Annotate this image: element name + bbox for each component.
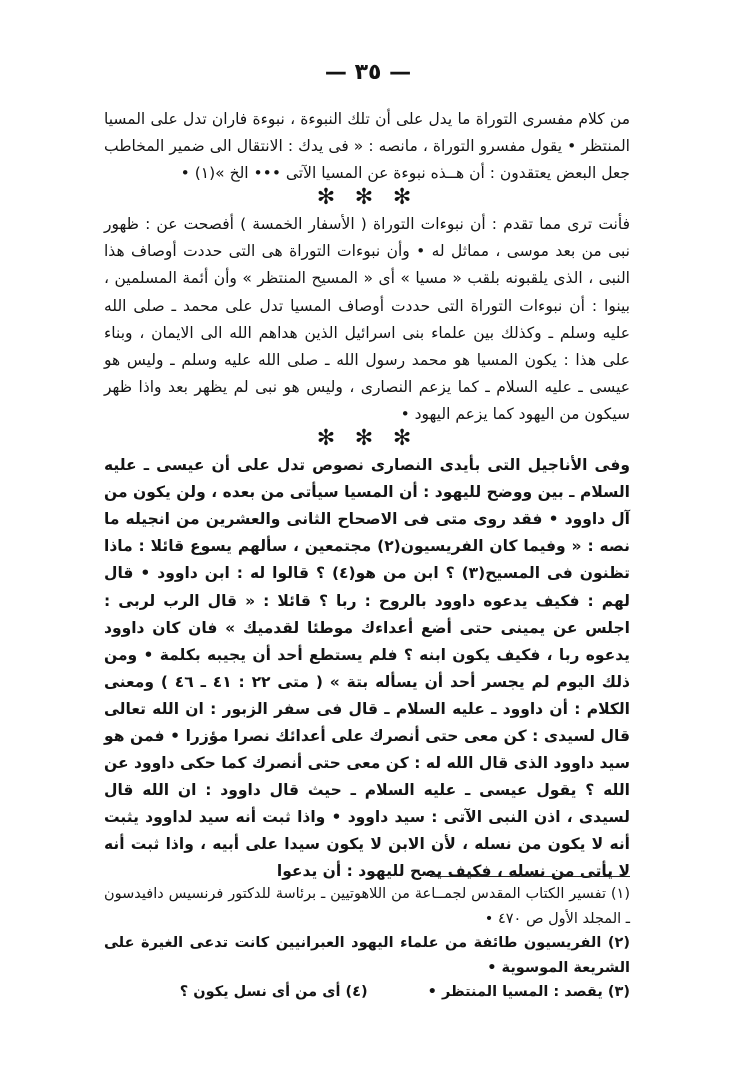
- paragraph-3: وفى الأناجيل التى بأيدى النصارى نصوص تدل على أن عيسى ـ عليه السلام ـ بين ووضح لليهود : أن المسيا سيأتى من بعده ، ولن يكون من آل داوود • فقد روى متى فى الاصحاح الثانى والعشرين من انجيله ما نصه : « وفيما كان الفريسيون(٢) مجتمعين ، سألهم يسوع قائلا : ماذا تظنون فى المسيح(٣) ؟ ابن من هو(٤) ؟ قالوا له : ابن داوود • قال لهم : فكيف يدعوه داوود بالروح : ربا ؟ قائلا : « قال الرب لربى : اجلس عن يمينى حتى أضع أعداءك موطئا لقدميك » فان كان داوود يدعوه ربا ، فكيف يكون ابنه ؟ فلم يستطع أحد أن يجيبه بكلمة • ومن ذلك اليوم لم يجسر أحد أن يسأله بتة » ( متى ٢٢ : ٤١ ـ ٤٦ ) ومعنى الكلام : أن داوود ـ عليه السلام ـ قال فى سفر الزبور : ان الله تعالى قال لسيدى : كن معى حتى أنصرك على أعدائك نصرا مؤزرا • فمن هو سيد داوود الذى قال الله له : كن معى حتى أنصرك كما حكى داوود عن الله ؟ يقول عيسى ـ عليه السلام ـ حيث قال داوود : ان الله قال لسيدى ، اذن النبى الآتى : سيد داوود • واذا ثبت أنه سيد لداوود يثبت أنه لا يكون من نسله ، لأن الابن لا يكون سيدا على أبيه ، واذا ثبت أنه لا يأتى من نسله ، فكيف يصح لليهود : أن يدعوا: [104, 456, 631, 881]
- footnote-2: (٢) الفريسيون طائفة من علماء اليهود العبرانيين كانت تدعى الغيرة على الشريعة الموسوية •: [104, 935, 630, 976]
- paragraph-2: فأنت ترى مما تقدم : أن نبوءات التوراة ( الأسفار الخمسة ) أفصحت عن : ظهور نبى من بعد موسى ، مماثل له • وأن نبوءات التوراة هى التى حددت أوصاف هذا النبى ، الذى يلقبونه بلقب « مسيا » أى « المسيح المنتظر » وأن أئمة المسلمين ، بينوا : أن نبوءات التوراة التى حددت أوصاف المسيا تدل على محمد ـ صلى الله عليه وسلم ـ وكذلك بين علماء بنى اسرائيل الذين هداهم الله الى الايمان ، وبناء على هذا : يكون المسيا هو محمد رسول الله ـ صلى الله عليه وسلم ـ وليس هو عيسى ـ عليه السلام ـ كما يزعم النصارى ، وليس هو نبى لم يظهر بعد واذا ظهر سيكون من اليهود كما يزعم اليهود •: [104, 215, 630, 423]
- footnote-1: (١) تفسير الكتاب المقدس لجمــاعة من اللاهوتيين ـ برئاسة للدكتور فرنسيس دافيدسون ـ المجلد الأول ص ٤٧٠ •: [104, 886, 630, 927]
- paragraph-1: من كلام مفسرى التوراة ما يدل على أن تلك النبوءة ، نبوءة فاران تدل على المسيا المنتظر • يقول مفسرو التوراة ، مانصه : « فى يدك : الانتقال الى ضمير المخاطب جعل البعض يعتقدون : أن هــذه نبوءة عن المسيا الآتى ••• الخ »(١) •: [104, 110, 630, 183]
- page-number: — ٣٥ —: [324, 60, 412, 85]
- footnote-4: (٤) أى من أى نسل يكون ؟: [179, 984, 368, 1000]
- section-separator-2: ✻ ✻ ✻: [316, 426, 418, 452]
- footnote-row-3-4: [104, 980, 630, 1005]
- footnote-3: (٣) يقصد : المسيا المنتظر •: [427, 984, 630, 1000]
- main-text: [104, 106, 630, 886]
- footnote-divider: [430, 876, 630, 877]
- footnotes: [104, 882, 630, 1005]
- section-separator-1: ✻ ✻ ✻: [316, 185, 418, 211]
